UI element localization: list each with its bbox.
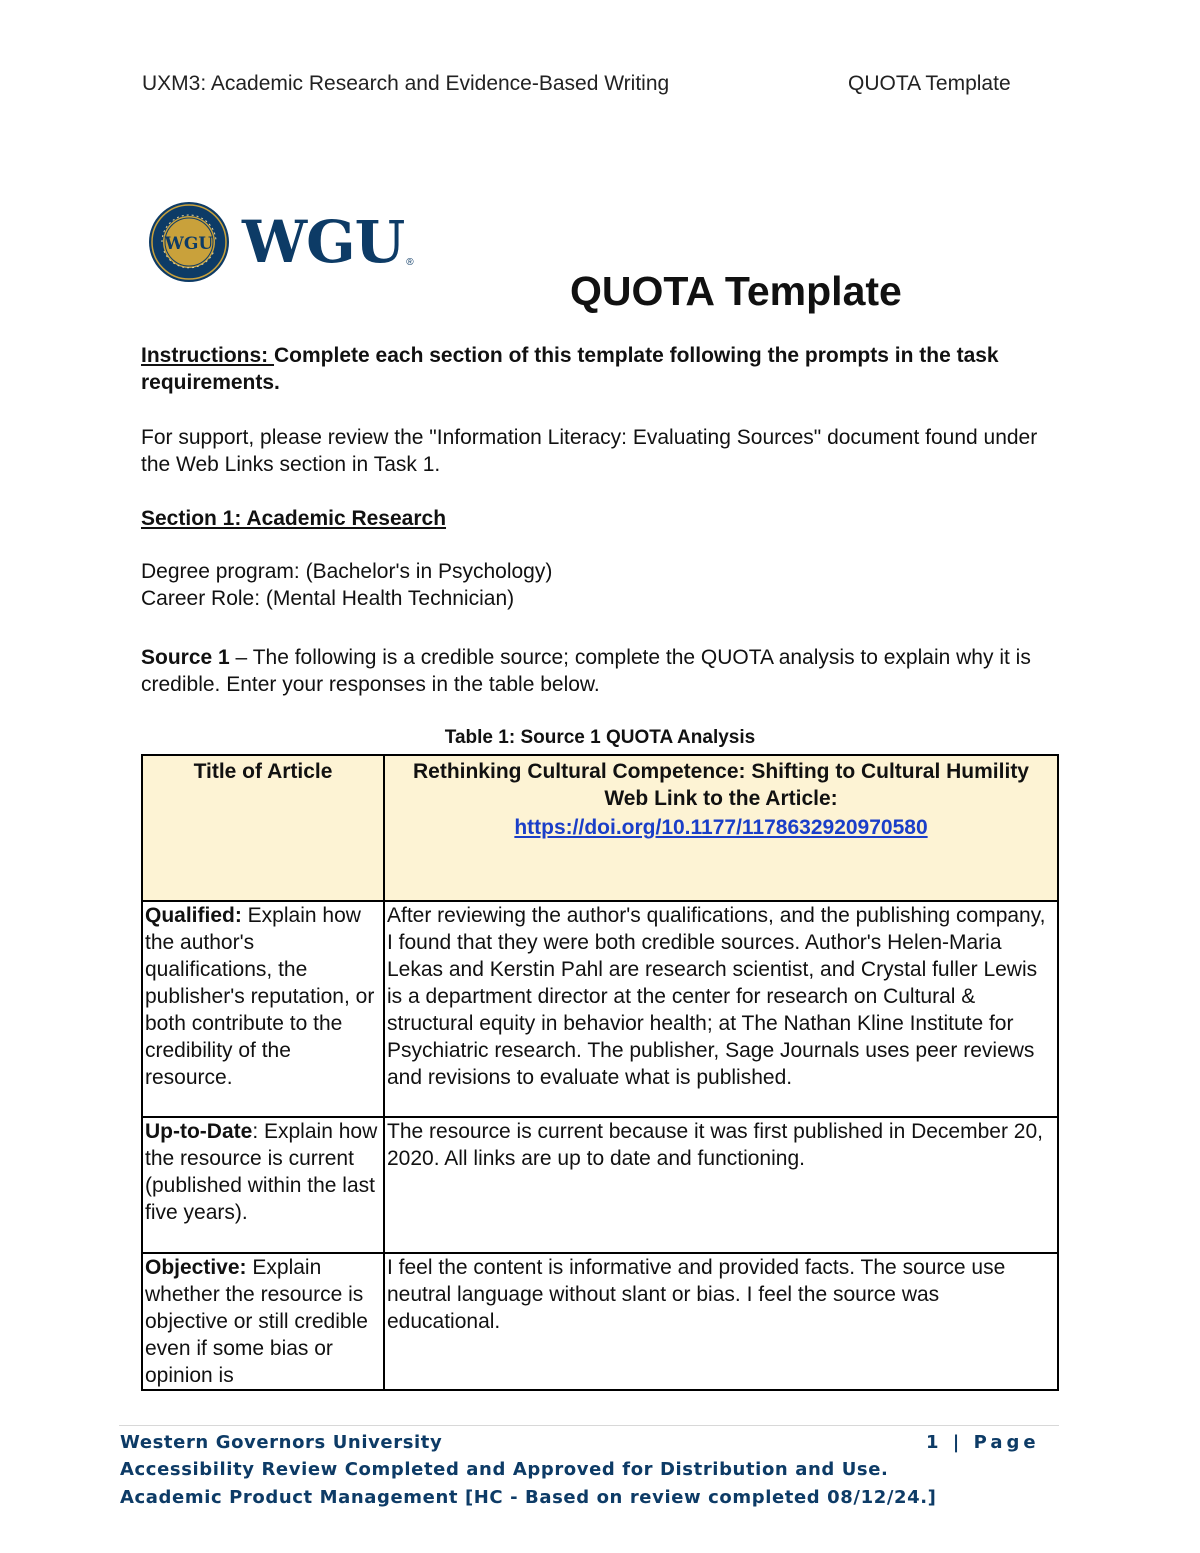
table-row [142,1117,1058,1253]
page-word: Page [973,1432,1040,1453]
footer-divider [119,1425,1059,1426]
title-label-cell: Title of Article [142,755,384,901]
criterion-cell [142,901,384,1117]
support-text: For support, please review the "Information Literacy: Evaluating Sources" document found under the Web Links section in Task 1. [141,426,1038,476]
source-label: Source 1 [141,646,230,669]
criterion-cell [142,1253,384,1390]
instructions-text: Complete each section of this template following the prompts in the task requirements. [141,344,999,394]
criterion-prompt: Explain how the author's qualifications, the publisher's reputation, or both contribute to the credibility of the resource. [145,904,375,1089]
registered-mark: ® [406,257,414,268]
response-cell[interactable]: After reviewing the author's qualifications, and the publishing company, I found that they were both credible sources. Author's Helen-Maria Lekas and Kerstin Pahl are research scientist, and Crystal fuller Lewis is a department director at the center for research on Cultural & structural equity in behavior health; at The Nathan Kline Institute for Psychiatric research. The publisher, Sage Journals uses peer reviews and revisions to evaluate what is published. [384,901,1058,1117]
article-link[interactable]: https://doi.org/10.1177/1178632920970580 [514,816,928,839]
criterion-term: Qualified: [145,904,242,927]
page-sep: | [942,1432,974,1453]
table-row [142,1253,1058,1390]
table-row [142,901,1058,1117]
page-number [926,1432,1040,1453]
running-header-doc: QUOTA Template [848,72,1011,95]
response-cell[interactable]: I feel the content is informative and provided facts. The source use neutral language without slant or bias. I feel the source was educational. [384,1253,1058,1390]
university-seal-icon [148,201,230,283]
running-header-course: UXM3: Academic Research and Evidence-Based Writing [142,72,670,95]
wgu-wordmark: WGU [242,208,405,276]
footer-review: Academic Product Management [HC - Based on review completed 08/12/24.] [120,1487,937,1508]
quota-table [141,754,1059,1391]
source-text: – The following is a credible source; complete the QUOTA analysis to explain why it is credible. Enter your responses in the table below. [141,646,1031,696]
career-role: Career Role: (Mental Health Technician) [141,587,515,610]
source-intro [141,644,1061,698]
document-title: QUOTA Template [570,268,902,314]
link-label: Web Link to the Article: [604,787,838,810]
response-cell[interactable]: The resource is current because it was first published in December 20, 2020. All links are up to date and functioning. [384,1117,1058,1253]
instructions-label: Instructions: [141,344,275,367]
article-cell [384,755,1058,901]
criterion-term: Up-to-Date [145,1120,253,1143]
degree-program: Degree program: (Bachelor's in Psychology) [141,560,553,583]
criterion-prompt: : Explain how the resource is current (published within the last five years). [145,1120,378,1224]
page-num: 1 [926,1432,943,1453]
instructions [141,342,1061,396]
footer-org: Western Governors University [120,1432,443,1453]
footer-accessibility: Accessibility Review Completed and Approved for Distribution and Use. [120,1459,889,1480]
table-caption: Table 1: Source 1 QUOTA Analysis [444,727,756,748]
criterion-cell [142,1117,384,1253]
article-title: Rethinking Cultural Competence: Shifting to Cultural Humility [412,760,1029,783]
section-heading: Section 1: Academic Research [141,507,447,530]
table-header-row [142,755,1058,901]
wgu-logo [148,200,414,284]
criterion-prompt: Explain whether the resource is objective or still credible even if some bias or opinion is [145,1256,368,1387]
criterion-term: Objective: [145,1256,247,1279]
svg-text:WGU: WGU [164,234,214,254]
